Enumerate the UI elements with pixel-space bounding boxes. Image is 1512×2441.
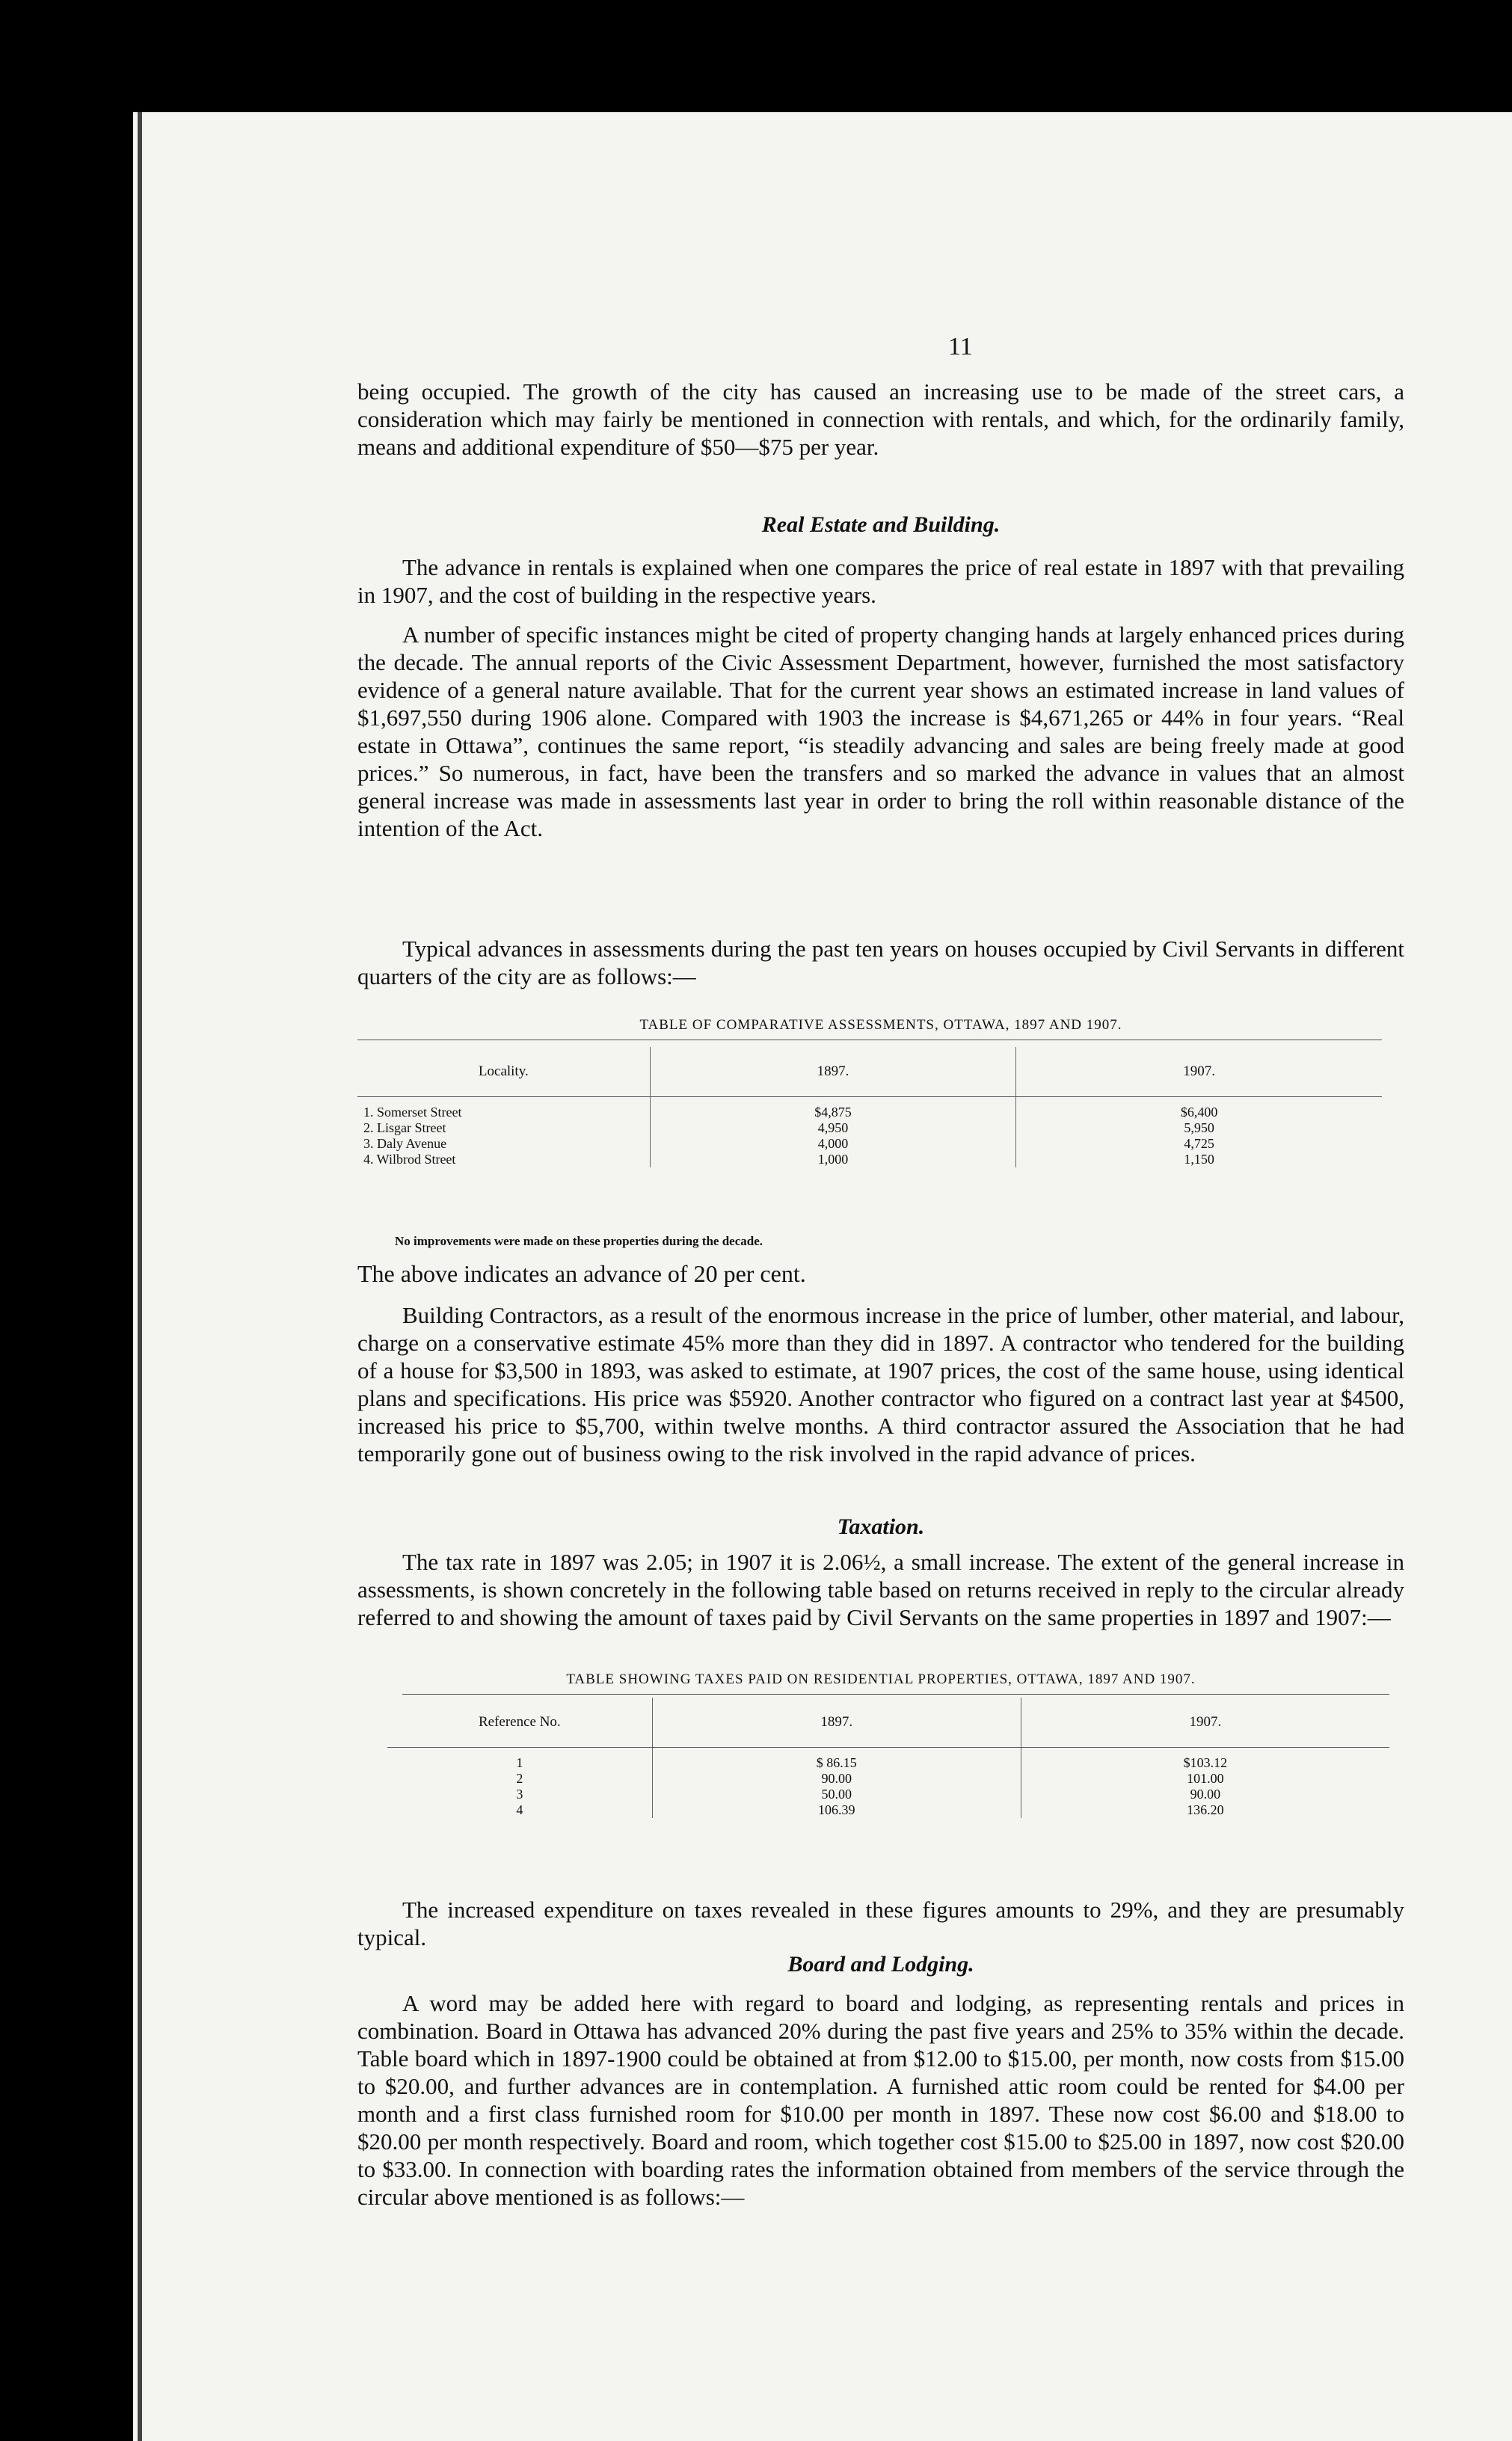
table1-note: No improvements were made on these properties during the decade. [395,1234,763,1248]
paragraph-text: Typical advances in assessments during the past ten years on houses occupied by Civil Servants in different quarters of the city are as follows:— [357,936,1404,989]
paragraph-board [357,1989,1404,2211]
table-cell: 4. Wilbrod Street [363,1152,456,1167]
table-row [387,1802,1389,1818]
table-cell: 4 [516,1802,523,1817]
cell-text: 1. Somerset Street [363,1105,462,1120]
column-header: Locality. [357,1047,650,1097]
table-row [387,1748,1389,1772]
page-number: 11 [948,333,973,360]
table-cell: 101.00 [1021,1771,1389,1787]
paragraph-typical-advances [357,935,1404,990]
table-cell: 2. Lisgar Street [363,1120,446,1135]
document-page [133,112,1512,2441]
table-cell: 106.39 [652,1802,1021,1818]
column-header: 1897. [652,1698,1021,1748]
table-row [357,1120,1382,1136]
table2-top-rule [402,1694,1389,1695]
paragraph-real-estate-1 [357,553,1404,609]
column-header: 1897. [650,1047,1016,1097]
paragraph-text: A word may be added here with regard to board and lodging, as representing rentals and prices in combination. Board in Ottawa has advanced 20% during the past five years and 25% to 35% within the decade. Table board which in 1897-1900 could be obtained at from $12.00 to $15.00, per month, now costs from $15.00 to $20.00, and further advances are in contemplation. A furnished attic room could be rented for $4.00 per month and a first class furnished room for $10.00 per month in 1897. These now cost $6.00 and $18.00 to $20.00 per month respectively. Board and room, which together cost $15.00 to $25.00 in 1897, now cost $20.00 to $33.00. In connection with boarding rates the information obtained from members of the service through the circular above mentioned is as follows:— [357,1990,1404,2210]
table-header-row [357,1047,1382,1097]
paragraph-text: The above indicates an advance of 20 per cent. [357,1260,806,1287]
table-cell: 4,725 [1016,1136,1382,1152]
heading-taxation: Taxation. [837,1514,925,1539]
table-cell: 2 [516,1771,523,1786]
table-cell: 50.00 [652,1787,1021,1802]
table-header-row [387,1698,1389,1748]
paragraph-advance [357,1260,1404,1288]
table-cell: 1,150 [1016,1152,1382,1167]
table-cell: 3 [516,1787,523,1802]
column-header: Reference No. [387,1698,652,1748]
paragraph-building [357,1301,1404,1467]
heading-board: Board and Lodging. [787,1952,974,1977]
table-row [387,1771,1389,1787]
paragraph-taxation [357,1548,1404,1631]
table-cell: 1,000 [650,1152,1016,1167]
table-row [357,1136,1382,1152]
margin-line [138,112,142,2441]
paragraph-text: A number of specific instances might be cited of property changing hands at largely enhanced prices during the decade. The annual reports of the Civic Assessment Department, however, furnished the most satisfactory evidence of a general nature available. That for the current year shows an estimated increase in land values of $1,697,550 during 1906 alone. Compared with 1903 the increase is $4,671,265 or 44% in four years. “Real estate in Ottawa”, continues the same report, “is steadily advancing and sales are being freely made at good prices.” So numerous, in fact, have been the transfers and so marked the advance in values that an almost general increase was made in assessments last year in order to bring the roll within reasonable distance of the intention of the Act. [357,621,1404,841]
table1-caption: TABLE OF COMPARATIVE ASSESSMENTS, OTTAWA, 1897 AND 1907. [639,1017,1122,1033]
table-cell: $103.12 [1021,1748,1389,1772]
table-cell: 136.20 [1021,1802,1389,1818]
table-cell: 90.00 [1021,1787,1389,1802]
table-cell: $4,875 [650,1097,1016,1121]
table-cell: 1 [516,1755,523,1770]
paragraph-text: The tax rate in 1897 was 2.05; in 1907 it is 2.06½, a small increase. The extent of the general increase in assessments, is shown concretely in the following table based on returns received in reply to the circular already referred to and showing the amount of taxes paid by Civil Servants on the same properties in 1897 and 1907:— [357,1549,1404,1630]
table-cell: 90.00 [652,1771,1021,1787]
table2-caption: TABLE SHOWING TAXES PAID ON RESIDENTIAL PROPERTIES, OTTAWA, 1897 AND 1907. [566,1671,1196,1687]
paragraph-text: The advance in rentals is explained when one compares the price of real estate in 1897 with that prevailing in 1907, and the cost of building in the respective years. [357,554,1404,608]
paragraph-text: being occupied. The growth of the city has caused an increasing use to be made of the street cars, a consideration which may fairly be mentioned in connection with rentals, and which, for the ordinarily family, means and additional expenditure of $50—$75 per year. [357,378,1404,460]
paragraph-taxes-increase [357,1896,1404,1951]
heading-real-estate: Real Estate and Building. [761,512,1001,537]
table-row [387,1787,1389,1802]
table-cell [357,1097,650,1121]
table-cell: 4,950 [650,1120,1016,1136]
table-cell: 3. Daly Avenue [363,1136,447,1151]
paragraph-intro [357,378,1404,461]
table-cell: 4,000 [650,1136,1016,1152]
paragraph-text: Building Contractors, as a result of the enormous increase in the price of lumber, other material, and labour, charge on a conservative estimate 45% more than they did in 1897. A contractor who tendered for the building of a house for $3,500 in 1893, was asked to estimate, at 1907 prices, the cost of the same house, using identical plans and specifications. His price was $5920. Another contractor who figured on a contract last year at $4500, increased his price to $5,700, within twelve months. A third contractor assured the Association that he had temporarily gone out of business owing to the risk involved in the rapid advance of prices. [357,1302,1404,1467]
table-row [357,1097,1382,1121]
assessments-table [357,1047,1382,1167]
table-cell: 5,950 [1016,1120,1382,1136]
paragraph-text: The increased expenditure on taxes revealed in these figures amounts to 29%, and they are presumably typical. [357,1897,1404,1950]
table-cell: $6,400 [1016,1097,1382,1121]
paragraph-real-estate-2 [357,621,1404,842]
table-cell: $ 86.15 [652,1748,1021,1772]
taxes-table [387,1698,1389,1818]
table-row [357,1152,1382,1167]
column-header: 1907. [1016,1047,1382,1097]
column-header: 1907. [1021,1698,1389,1748]
